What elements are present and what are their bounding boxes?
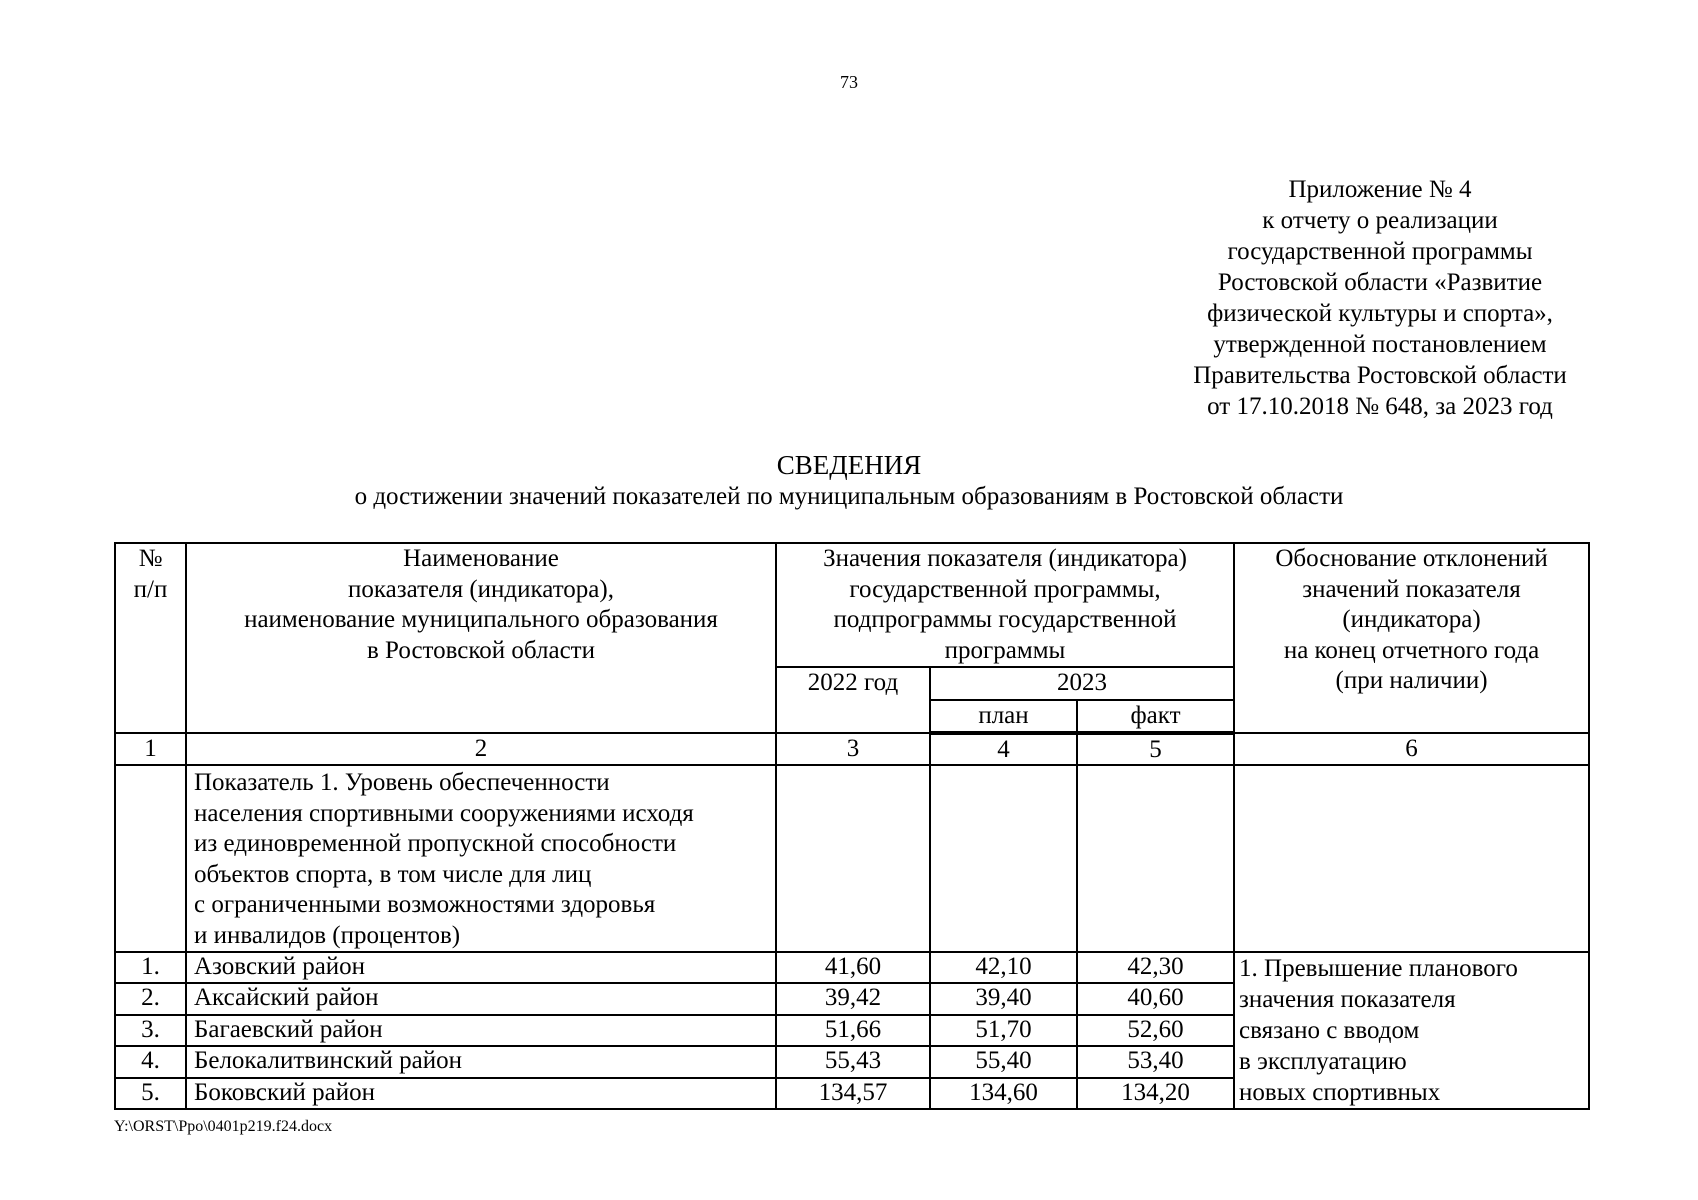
row-value-plan: 39,40 [930, 983, 1077, 1014]
row-num: 4. [115, 1046, 186, 1077]
row-district: Багаевский район [186, 1015, 776, 1046]
appendix-note [1150, 174, 1610, 422]
row-num: 5. [115, 1078, 186, 1109]
indicator-empty-cell [1234, 765, 1589, 952]
row-value-plan: 51,70 [930, 1015, 1077, 1046]
row-num: 3. [115, 1015, 186, 1046]
indicator-name [186, 765, 776, 952]
indicator-num-cell [115, 765, 186, 952]
row-value-fact: 134,20 [1077, 1078, 1234, 1109]
header-justification-line: Обоснование отклонений [1275, 545, 1548, 572]
row-value-fact: 53,40 [1077, 1046, 1234, 1077]
column-number: 6 [1234, 733, 1589, 765]
header-name-line: Наименование [403, 545, 559, 572]
row-value-2022: 39,42 [776, 983, 930, 1014]
indicator-line: Показатель 1. Уровень обеспеченности [194, 769, 610, 796]
indicator-row [115, 765, 1589, 952]
row-district: Боковский район [186, 1078, 776, 1109]
column-numbers-row [115, 733, 1589, 765]
header-year-2023: 2023 [930, 667, 1234, 700]
appendix-line: Приложение № 4 [1288, 176, 1472, 203]
column-number: 1 [115, 733, 186, 765]
row-district: Белокалитвинский район [186, 1046, 776, 1077]
header-values-line: государственной программы, [849, 575, 1161, 603]
appendix-line: утвержденной постановлением [1213, 331, 1547, 358]
header-justification-line: (индикатора) [1342, 606, 1481, 633]
header-justification-line: на конец отчетного года [1283, 636, 1540, 664]
row-value-2022: 51,66 [776, 1015, 930, 1046]
row-value-2022: 41,60 [776, 952, 930, 983]
row-num: 1. [115, 952, 186, 983]
appendix-line: Ростовской области «Развитие [1217, 269, 1543, 296]
justification-cell [1234, 952, 1589, 1109]
header-values [776, 543, 1234, 667]
header-num-line: № [138, 545, 163, 572]
page-number: 73 [840, 72, 858, 92]
header-values-line: подпрограммы государственной [833, 606, 1177, 633]
header-values-line: программы [944, 636, 1066, 664]
row-value-plan: 134,60 [930, 1078, 1077, 1109]
indicator-empty-cell [930, 765, 1077, 952]
row-value-fact: 42,30 [1077, 952, 1234, 983]
row-value-2022: 55,43 [776, 1046, 930, 1077]
justification-line: связано с вводом [1239, 1017, 1420, 1044]
appendix-line: физической культуры и спорта», [1207, 300, 1553, 327]
row-value-2022: 134,57 [776, 1078, 930, 1109]
header-name-line: в Ростовской области [367, 636, 595, 664]
indicator-line: населения спортивными сооружениями исходя [194, 799, 694, 827]
justification-line: 1. Превышение планового [1239, 955, 1518, 982]
table-row [115, 952, 1589, 983]
indicator-line: с ограниченными возможностями здоровья [194, 891, 656, 918]
row-value-plan: 42,10 [930, 952, 1077, 983]
row-district: Азовский район [186, 952, 776, 983]
column-number: 2 [186, 733, 776, 765]
indicator-empty-cell [776, 765, 930, 952]
column-number: 5 [1077, 733, 1234, 765]
file-path: Y:\ORST\Ppo\0401p219.f24.docx [114, 1118, 333, 1135]
header-row [115, 543, 1589, 667]
row-value-fact: 52,60 [1077, 1015, 1234, 1046]
header-name-line: показателя (индикатора), [348, 575, 614, 603]
row-num: 2. [115, 983, 186, 1014]
justification-line: новых спортивных [1239, 1079, 1441, 1106]
justification-line: значения показателя [1239, 986, 1456, 1013]
indicators-table [114, 542, 1590, 1110]
header-num-line: п/п [133, 575, 168, 603]
header-values-line: Значения показателя (индикатора) [823, 545, 1187, 572]
indicator-line: и инвалидов (процентов) [194, 921, 461, 949]
header-justification [1234, 543, 1589, 733]
document-title: СВЕДЕНИЯ [776, 450, 922, 480]
header-justification-line: значений показателя [1302, 575, 1521, 603]
header-name-line: наименование муниципального образования [244, 606, 718, 633]
appendix-line: государственной программы [1227, 238, 1533, 265]
header-plan: план [930, 700, 1077, 734]
header-num [115, 543, 186, 733]
column-number: 3 [776, 733, 930, 765]
appendix-line: Правительства Ростовской области [1193, 362, 1567, 389]
indicator-line: объектов спорта, в том числе для лиц [194, 860, 592, 888]
indicator-empty-cell [1077, 765, 1234, 952]
header-justification-line: (при наличии) [1335, 667, 1488, 694]
header-name [186, 543, 776, 733]
header-fact: факт [1077, 700, 1234, 734]
column-number: 4 [930, 733, 1077, 765]
row-district: Аксайский район [186, 983, 776, 1014]
row-value-plan: 55,40 [930, 1046, 1077, 1077]
justification-line: в эксплуатацию [1239, 1048, 1407, 1075]
row-value-fact: 40,60 [1077, 983, 1234, 1014]
appendix-line: к отчету о реализации [1262, 207, 1498, 234]
document-subtitle: о достижении значений показателей по муниципальным образованиям в Ростовской области [354, 483, 1344, 510]
header-year-2022: 2022 год [776, 667, 930, 733]
appendix-line: от 17.10.2018 № 648, за 2023 год [1207, 393, 1553, 420]
indicator-line: из единовременной пропускной способности [194, 830, 677, 857]
